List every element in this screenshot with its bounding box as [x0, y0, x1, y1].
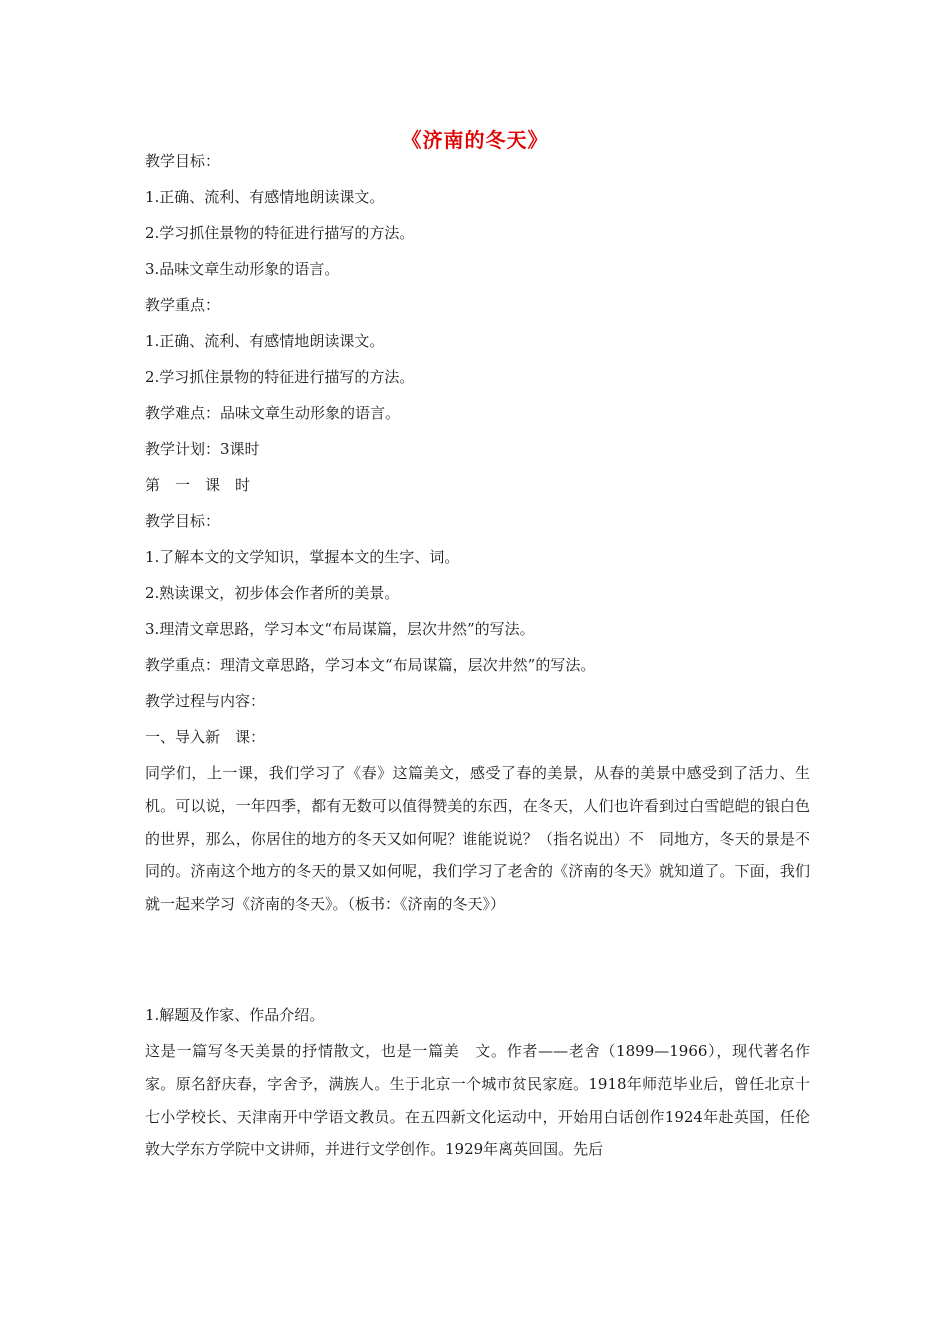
- line-lesson-goal-2: 2.熟读课文，初步体会作者所的美景。: [145, 584, 400, 602]
- line-lesson-goal-1: 1.了解本文的文学知识，掌握本文的生字、词。: [145, 548, 460, 566]
- paragraph-author: 这是一篇写冬天美景的抒情散文，也是一篇美 文。作者——老舍（1899—1966），现代著名作家。原名舒庆春，字舍予，满族人。生于北京一个城市贫民家庭。1918年师范毕业后，曾任北京十七小学校长、天津南开中学语文教员。在五四新文化运动中，开始用白话创作1924年赴英国，任伦敦大学东方学院中文讲师，并进行文学创作。1929年离英回国。先后: [145, 1042, 810, 1159]
- paragraph-intro: 同学们，上一课，我们学习了《春》这篇美文，感受了春的美景，从春的美景中感受到了活力、生机。可以说，一年四季，都有无数可以值得赞美的东西，在冬天，人们也许看到过白雪皑皑的银白色的世界，那么，你居住的地方的冬天又如何呢？谁能说说？（指名说出）不 同地方，冬天的景是不同的。济南这个地方的冬天的景又如何呢，我们学习了老舍的《济南的冬天》就知道了。下面，我们就一起来学习《济南的冬天》。（板书：《济南的冬天》）: [145, 764, 810, 914]
- line-process-heading: 教学过程与内容：: [145, 692, 266, 710]
- line-key-points-heading: 教学重点：: [145, 296, 221, 314]
- document-title: 《济南的冬天》: [401, 128, 549, 152]
- line-plan: 教学计划：3课时: [145, 440, 260, 458]
- line-lesson-goal-3: 3.理清文章思路，学习本文“布局谋篇，层次井然”的写法。: [145, 620, 535, 638]
- line-lesson-one: 第 一 课 时: [145, 476, 251, 494]
- line-lesson-key-point: 教学重点：理清文章思路，学习本文“布局谋篇，层次井然”的写法。: [145, 656, 596, 674]
- line-goal-2: 2.学习抓住景物的特征进行描写的方法。: [145, 224, 415, 242]
- line-goals-heading: 教学目标：: [145, 152, 221, 170]
- line-key-point-1: 1.正确、流利、有感情地朗读课文。: [145, 332, 385, 350]
- line-intro-heading: 一、导入新 课：: [145, 728, 266, 746]
- line-goal-3: 3.品味文章生动形象的语言。: [145, 260, 340, 278]
- line-goal-1: 1.正确、流利、有感情地朗读课文。: [145, 188, 385, 206]
- line-difficulty: 教学难点：品味文章生动形象的语言。: [145, 404, 401, 422]
- line-subheading: 1.解题及作家、作品介绍。: [145, 1006, 325, 1024]
- line-lesson-goals-heading: 教学目标：: [145, 512, 221, 530]
- line-key-point-2: 2.学习抓住景物的特征进行描写的方法。: [145, 368, 415, 386]
